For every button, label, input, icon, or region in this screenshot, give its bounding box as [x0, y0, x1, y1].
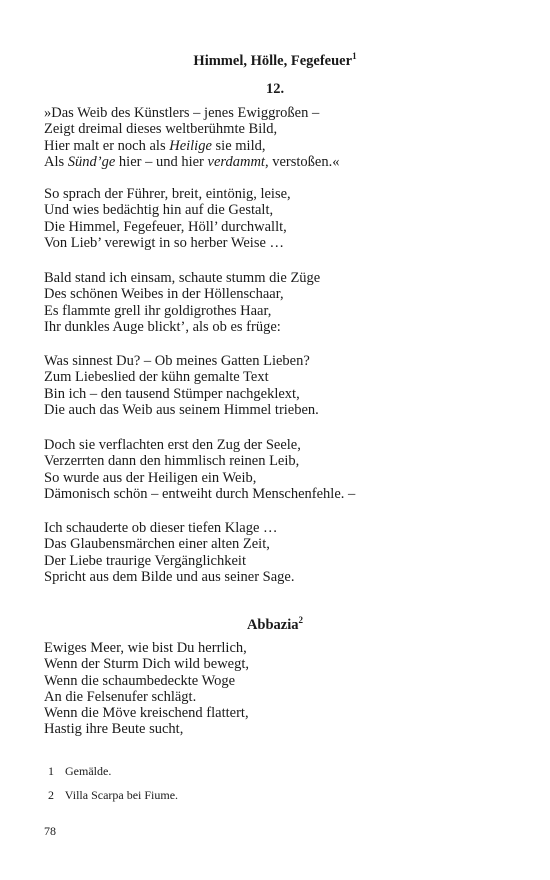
footnote: [48, 788, 178, 802]
footnote-reference: 1: [352, 51, 357, 61]
verse-text: , verstoßen.«: [264, 153, 340, 170]
verse-line: Was sinnest Du? – Ob meines Gatten Lieben?: [44, 353, 310, 369]
footnote-number: 1: [48, 764, 54, 778]
stanza: [44, 640, 249, 738]
verse-line: Zum Liebeslied der kühn gemalte Text: [44, 369, 269, 386]
verse-line: Es flammte grell ihr goldigrothes Haar,: [44, 302, 272, 319]
verse-italic: verdammt: [207, 153, 265, 170]
verse-line: An die Felsenufer schlägt.: [44, 688, 197, 705]
verse-line: Doch sie verflachten erst den Zug der Seele,: [44, 437, 301, 453]
verse-italic: Heilige: [169, 137, 212, 154]
verse-line: [44, 154, 339, 170]
verse-line: Und wies bedächtig hin auf die Gestalt,: [44, 202, 274, 219]
verse-line: Wenn die schaumbedeckte Woge: [44, 672, 236, 689]
stanza: [44, 105, 339, 170]
verse-line: Bin ich – den tausend Stümper nachgeklext,: [44, 385, 300, 402]
verse-line: Bald stand ich einsam, schaute stumm die Züge: [44, 270, 321, 286]
verse-line: Die Himmel, Fegefeuer, Höll’ durchwallt,: [44, 218, 287, 235]
verse-line: Der Liebe traurige Vergänglichkeit: [44, 552, 246, 569]
verse-line: Wenn der Sturm Dich wild bewegt,: [44, 656, 250, 673]
verse-line: Ihr dunkles Auge blickt’, als ob es früge:: [44, 318, 281, 335]
poem-title-text: Abbazia: [246, 617, 299, 633]
verse-text: Hier malt er noch als: [44, 137, 170, 154]
verse-line: Zeigt dreimal dieses weltberühmte Bild,: [44, 121, 278, 138]
verse-italic: Sünd’ge: [67, 153, 116, 170]
poem-title: [44, 617, 506, 633]
verse-line: Dämonisch schön – entweiht durch Menschenfehle. –: [44, 485, 356, 502]
stanza: [44, 520, 294, 585]
verse-line: Wenn die Möve kreischend flattert,: [44, 705, 249, 722]
footnote-text: Gemälde.: [65, 764, 112, 778]
poem-number: 12.: [265, 81, 285, 97]
verse-line: Spricht aus dem Bilde und aus seiner Sage.: [44, 568, 295, 585]
footnote: [48, 764, 111, 778]
poem-title-text: Himmel, Hölle, Fegefeuer: [193, 53, 353, 69]
poem-title: [44, 53, 506, 69]
verse-line: Von Lieb’ verewigt in so herber Weise …: [44, 234, 285, 251]
verse-text: Als: [44, 153, 68, 170]
page-number: 78: [44, 824, 56, 838]
book-page: [44, 0, 514, 880]
verse-line: Hastig ihre Beute sucht,: [44, 721, 184, 738]
verse-line: Des schönen Weibes in der Höllenschaar,: [44, 286, 284, 303]
verse-line: Verzerrten dann den himmlisch reinen Leib,: [44, 453, 300, 470]
footnote-reference: 2: [298, 615, 304, 625]
verse-line: [44, 138, 339, 154]
verse-text: hier – und hier: [115, 153, 208, 170]
verse-line: Ich schauderte ob dieser tiefen Klage …: [44, 520, 278, 536]
verse-line: Die auch das Weib aus seinem Himmel trieben.: [44, 401, 319, 418]
verse-line: »Das Weib des Künstlers – jenes Ewiggroßen –: [44, 105, 320, 121]
verse-line: So sprach der Führer, breit, eintönig, leise,: [44, 186, 291, 202]
verse-line: Das Glaubensmärchen einer alten Zeit,: [44, 536, 270, 553]
stanza: [44, 353, 319, 418]
stanza: [44, 437, 355, 502]
footnote-number: 2: [48, 788, 54, 802]
stanza: [44, 186, 291, 251]
verse-line: So wurde aus der Heiligen ein Weib,: [44, 469, 257, 486]
verse-text: sie mild,: [211, 137, 266, 154]
stanza: [44, 270, 320, 335]
verse-line: Ewiges Meer, wie bist Du herrlich,: [44, 640, 247, 656]
footnote-text: Villa Scarpa bei Fiume.: [64, 788, 179, 802]
